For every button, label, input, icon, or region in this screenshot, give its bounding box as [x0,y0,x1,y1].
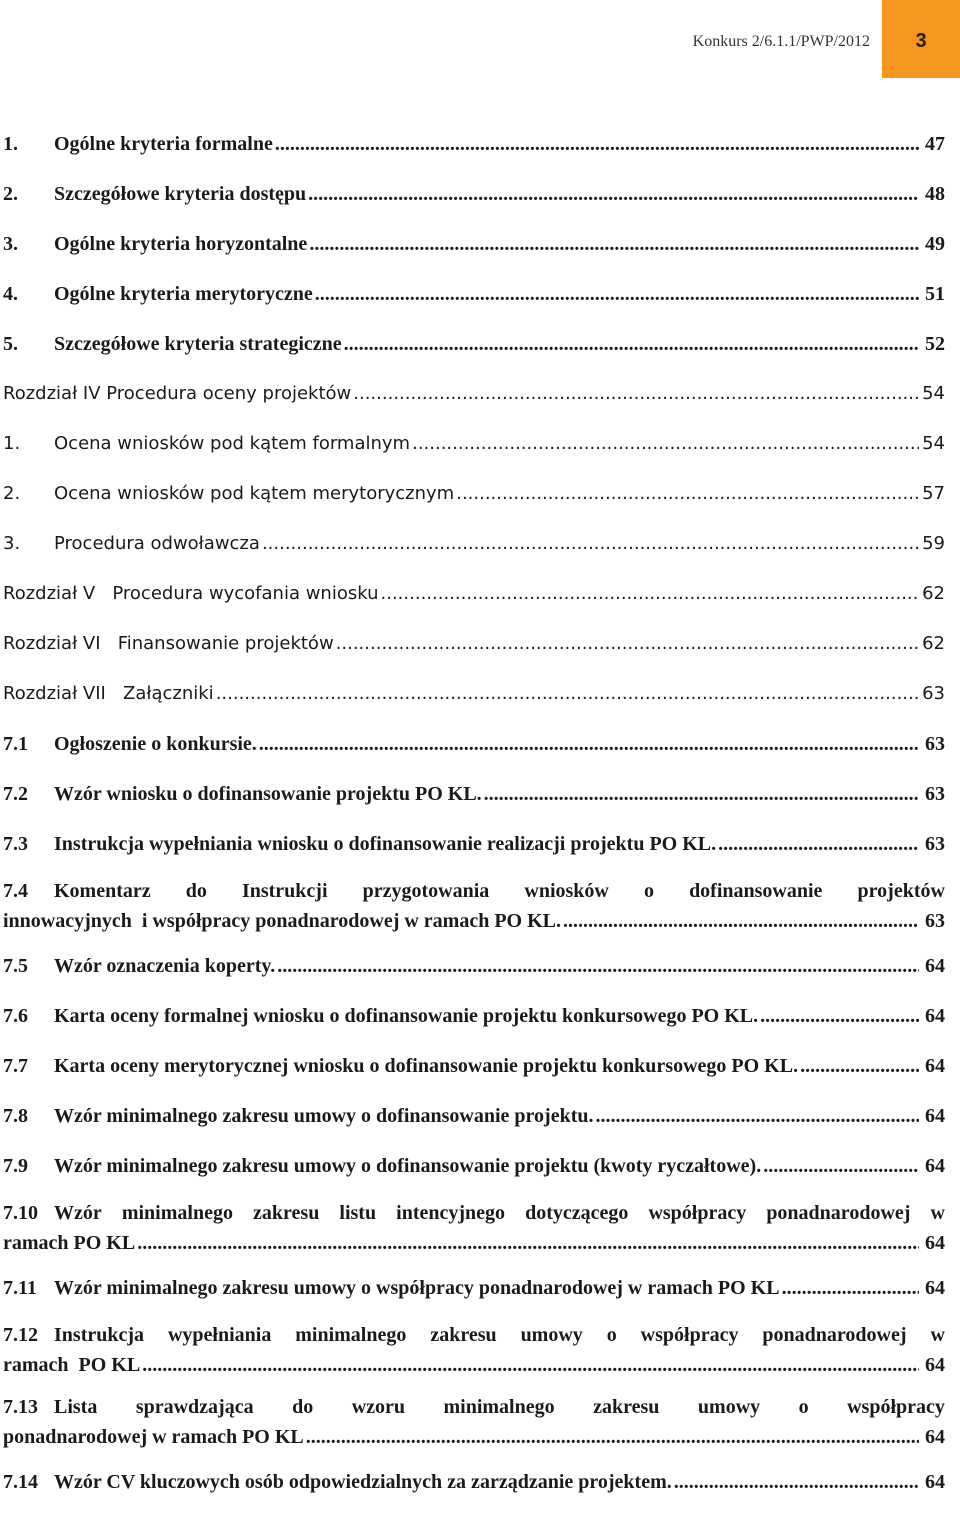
toc-word: Lista [54,1396,98,1418]
toc-entry-title: ponadnarodowej w ramach PO KL [3,1426,304,1448]
toc-entry[interactable] [3,1098,945,1148]
toc-entry-title: Wzór minimalnego zakresu umowy o dofinansowanie projektu (kwoty ryczałtowe). [54,1155,762,1177]
toc-entry[interactable] [3,326,945,376]
toc-entry-first-line [3,876,945,906]
toc-entry-title: Wzór CV kluczowych osób odpowiedzialnych za zarządzanie projektem. [54,1471,672,1493]
toc-entry[interactable] [3,126,945,176]
toc-word: przygotowania [362,880,490,902]
toc-entry-number: 7.14 [3,1471,38,1493]
toc-entry-title: ramach PO KL [3,1232,136,1254]
toc-entry-second-line [3,1422,945,1454]
toc-entry-page: 63 [922,683,945,704]
toc-leader-dots [315,276,919,312]
toc-word: wzoru [351,1396,406,1418]
toc-entry-first-line [3,1198,945,1228]
toc-entry-number: 3. [3,233,18,255]
toc-word: ponadnarodowej [766,1202,911,1224]
toc-entry-number: 4. [3,283,18,305]
toc-word: w [930,1324,945,1346]
toc-leader-dots [456,476,919,512]
toc-entry-second-line [3,1350,945,1382]
toc-entry[interactable] [3,726,945,776]
toc-entry-number: 7.1 [3,733,28,755]
toc-entry-page: 64 [925,1005,945,1027]
toc-entry-page: 62 [922,633,945,654]
toc-word: minimalnego [295,1324,407,1346]
toc-leader-dots [800,1048,919,1084]
toc-entry-page: 64 [925,1354,945,1376]
toc-word: ponadnarodowej [762,1324,907,1346]
toc-entry-title: Rozdział VI Finansowanie projektów [3,633,334,654]
toc-entry[interactable] [3,1270,945,1320]
toc-entry[interactable] [3,998,945,1048]
toc-entry-number: 7.3 [3,833,28,855]
toc-entry-title: Wzór minimalnego zakresu umowy o dofinansowanie projektu. [54,1105,594,1127]
toc-entry-page: 47 [925,133,945,155]
toc-entry-title: Ocena wniosków pod kątem merytorycznym [54,483,455,504]
toc-entry[interactable] [3,1464,945,1514]
toc-word: dofinansowanie [689,880,823,902]
toc-entry-number: 7.10 [3,1202,38,1224]
toc-entry-title: Wzór oznaczenia koperty. [54,955,276,977]
toc-entry-page: 64 [925,1155,945,1177]
toc-entry-page: 48 [925,183,945,205]
toc-word: listu [339,1202,377,1224]
toc-chapter-entry[interactable] [3,576,945,626]
toc-leader-dots [763,1148,919,1184]
toc-chapter-entry[interactable] [3,626,945,676]
toc-entry-second-line [3,906,945,938]
toc-leader-dots [381,576,919,612]
toc-entry-number: 2. [3,483,21,504]
page-header [693,0,960,78]
toc-leader-dots [142,1350,919,1380]
toc-entry-title: Szczegółowe kryteria strategiczne [54,333,342,355]
toc-entry-number: 7.11 [3,1277,37,1299]
toc-word: współpracy [847,1396,945,1418]
toc-entry-page: 63 [925,910,945,932]
toc-leader-dots [275,126,919,162]
toc-word: o [798,1396,809,1418]
toc-word: sprawdzająca [135,1396,254,1418]
table-of-contents [3,126,945,1514]
toc-leader-dots [412,426,919,462]
toc-entry-title: Ocena wniosków pod kątem formalnym [54,433,411,454]
toc-entry[interactable] [3,476,945,526]
toc-entry-multiline[interactable] [3,876,945,938]
toc-entry-title: Wzór wniosku o dofinansowanie projektu PO KL. [54,783,482,805]
toc-word: intencyjnego [396,1202,506,1224]
toc-entry[interactable] [3,526,945,576]
toc-word: umowy [697,1396,761,1418]
toc-word: do [185,880,207,902]
toc-word: współpracy [648,1202,747,1224]
toc-leader-dots [137,1228,919,1258]
toc-entry[interactable] [3,276,945,326]
toc-word: projektów [857,880,945,902]
toc-entry-page: 63 [925,833,945,855]
toc-word: umowy [520,1324,583,1346]
toc-entry-first-line [3,1320,945,1350]
toc-entry-number: 7.7 [3,1055,28,1077]
toc-entry[interactable] [3,826,945,876]
toc-entry-number: 2. [3,183,18,205]
toc-entry-number: 7.2 [3,783,28,805]
toc-entry-page: 63 [925,783,945,805]
toc-word: zakresu [593,1396,660,1418]
toc-leader-dots [353,376,919,412]
toc-entry-page: 63 [925,733,945,755]
toc-entry-number: 1. [3,433,21,454]
toc-entry-number: 7.4 [3,880,28,902]
toc-entry-title: Rozdział VII Załączniki [3,683,214,704]
toc-entry-number: 7.6 [3,1005,28,1027]
toc-entry-number: 1. [3,133,18,155]
toc-entry-page: 54 [922,383,945,404]
toc-word: o [606,1324,617,1346]
toc-entry-page: 52 [925,333,945,355]
toc-word: Instrukcja [54,1324,145,1346]
toc-entry-words [54,876,945,906]
toc-word: wypełniania [167,1324,272,1346]
toc-entry-page: 62 [922,583,945,604]
toc-entry[interactable] [3,226,945,276]
toc-entry-words [54,1198,945,1228]
toc-entry-page: 64 [925,1105,945,1127]
toc-entry-title: Ogólne kryteria formalne [54,133,273,155]
toc-entry-page: 64 [925,1471,945,1493]
toc-entry[interactable] [3,1148,945,1198]
toc-word: wniosków [524,880,609,902]
toc-entry[interactable] [3,776,945,826]
toc-entry-title: Procedura odwoławcza [54,533,260,554]
toc-leader-dots [760,998,919,1034]
page-number-badge: 3 [882,0,960,78]
toc-entry-page: 64 [925,1426,945,1448]
toc-entry-title: Rozdział IV Procedura oceny projektów [3,383,352,404]
toc-leader-dots [484,776,919,812]
toc-entry-first-line [3,1392,945,1422]
toc-leader-dots [262,526,919,562]
toc-entry-number: 7.13 [3,1396,38,1418]
toc-entry-words [54,1392,945,1422]
toc-entry-page: 59 [922,533,945,554]
toc-chapter-entry[interactable] [3,676,945,726]
toc-entry-second-line [3,1228,945,1260]
toc-entry-title: Instrukcja wypełniania wniosku o dofinansowanie realizacji projektu PO KL. [54,833,717,855]
toc-word: do [292,1396,314,1418]
toc-entry-page: 64 [925,955,945,977]
toc-entry-title: innowacyjnych i współpracy ponadnarodowej w ramach PO KL. [3,910,562,932]
toc-leader-dots [306,1422,919,1452]
toc-entry[interactable] [3,176,945,226]
toc-entry-page: 54 [922,433,945,454]
toc-entry-number: 7.5 [3,955,28,977]
toc-entry-title: Ogólne kryteria horyzontalne [54,233,308,255]
toc-entry-number: 7.8 [3,1105,28,1127]
toc-leader-dots [782,1270,919,1306]
toc-entry[interactable] [3,1048,945,1098]
toc-word: zakresu [253,1202,320,1224]
toc-entry-page: 64 [925,1232,945,1254]
toc-entry-title: Karta oceny merytorycznej wniosku o dofinansowanie projektu konkursowego PO KL. [54,1055,799,1077]
toc-entry-title: Wzór minimalnego zakresu umowy o współpracy ponadnarodowej w ramach PO KL [54,1277,780,1299]
toc-entry-page: 64 [925,1055,945,1077]
toc-entry-page: 51 [925,283,945,305]
toc-entry-number: 5. [3,333,18,355]
toc-leader-dots [216,676,919,712]
toc-entry-multiline[interactable] [3,1392,945,1454]
toc-word: minimalnego [443,1396,555,1418]
toc-entry-multiline[interactable] [3,1320,945,1382]
toc-entry[interactable] [3,948,945,998]
toc-entry-multiline[interactable] [3,1198,945,1260]
toc-entry-title: Ogłoszenie o konkursie. [54,733,257,755]
toc-entry-page: 49 [925,233,945,255]
toc-leader-dots [595,1098,919,1134]
toc-word: współpracy [640,1324,739,1346]
toc-entry-title: Ogólne kryteria merytoryczne [54,283,313,305]
toc-chapter-entry[interactable] [3,376,945,426]
toc-entry-number: 7.9 [3,1155,28,1177]
toc-leader-dots [309,226,919,262]
document-reference: Konkurs 2/6.1.1/PWP/2012 [692,33,870,50]
toc-word: minimalnego [121,1202,233,1224]
toc-entry-number: 3. [3,533,21,554]
toc-word: zakresu [430,1324,497,1346]
toc-word: o [643,880,654,902]
toc-word: Instrukcji [241,880,328,902]
toc-leader-dots [674,1464,919,1500]
toc-entry-title: Rozdział V Procedura wycofania wniosku [3,583,379,604]
toc-leader-dots [259,726,919,762]
toc-leader-dots [563,906,919,936]
toc-entry-number: 7.12 [3,1324,38,1346]
toc-entry-page: 64 [925,1277,945,1299]
toc-word: w [930,1202,945,1224]
toc-leader-dots [308,176,919,212]
toc-word: Komentarz [54,880,151,902]
toc-word: Wzór [54,1202,102,1224]
toc-entry[interactable] [3,426,945,476]
toc-entry-title: Karta oceny formalnej wniosku o dofinansowanie projektu konkursowego PO KL. [54,1005,759,1027]
toc-entry-words [54,1320,945,1350]
toc-leader-dots [336,626,919,662]
toc-leader-dots [277,948,919,984]
toc-entry-title: Szczegółowe kryteria dostępu [54,183,307,205]
toc-entry-page: 57 [922,483,945,504]
toc-leader-dots [344,326,919,362]
toc-word: dotyczącego [525,1202,629,1224]
toc-leader-dots [718,826,919,862]
toc-entry-title: ramach PO KL [3,1354,141,1376]
